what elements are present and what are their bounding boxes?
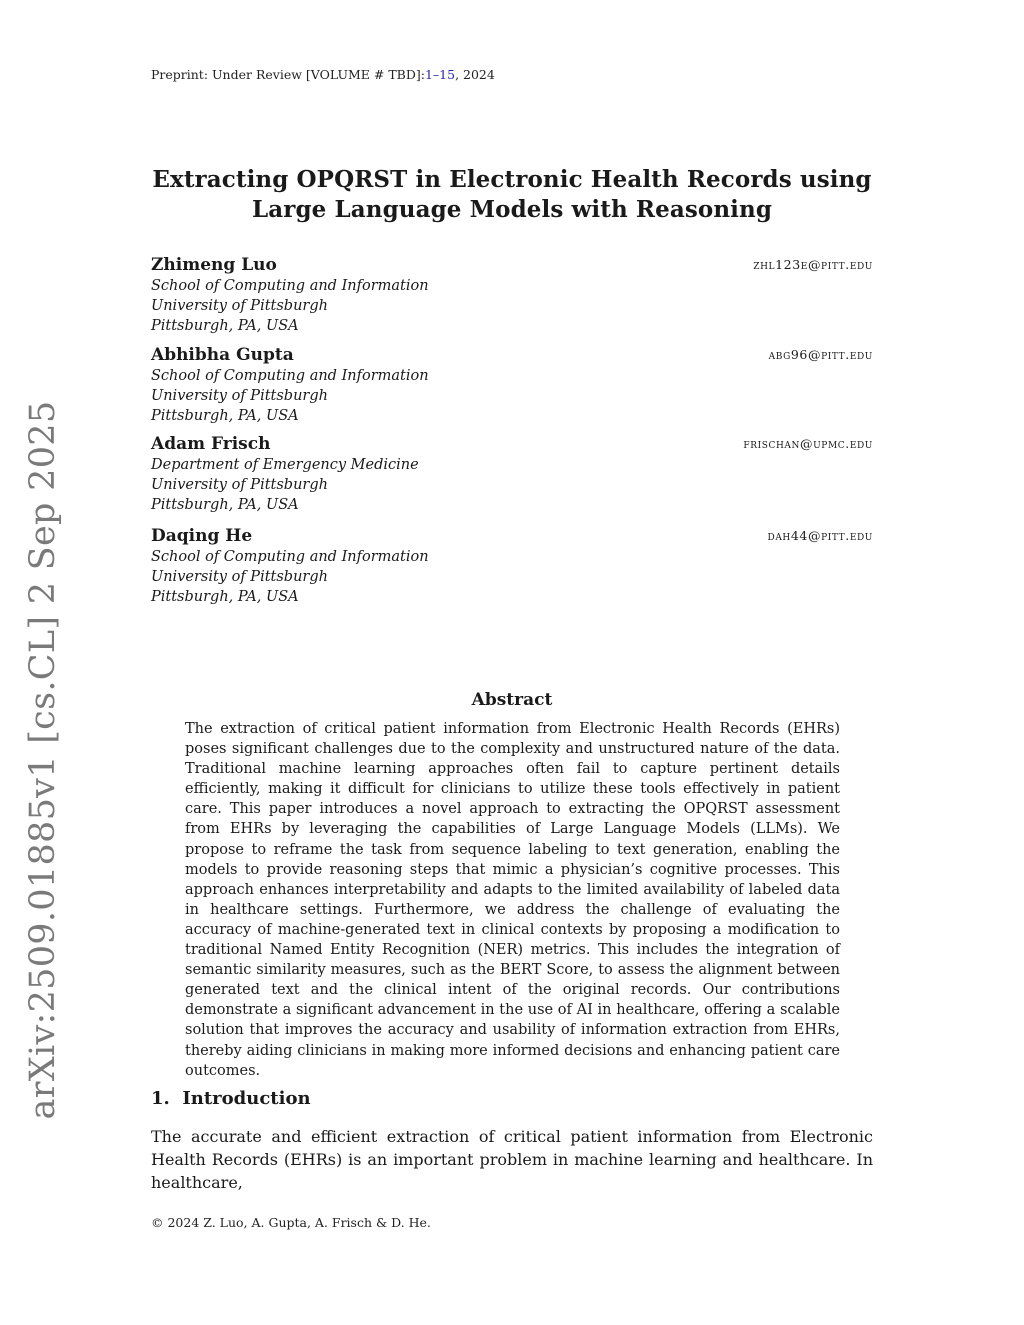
author-affiliation-line: Department of Emergency Medicine: [151, 457, 419, 473]
section-heading: [151, 1088, 311, 1109]
author-affiliation-line: School of Computing and Information: [151, 278, 429, 294]
author-affiliation-line: Pittsburgh, PA, USA: [151, 408, 299, 424]
paper-title: Extracting OPQRST in Electronic Health Records using Large Language Models with Reasoning: [152, 166, 872, 223]
author-name: Zhimeng Luo: [151, 255, 277, 275]
author-block: [151, 525, 873, 607]
author-affiliation-line: University of Pittsburgh: [151, 477, 328, 493]
author-affiliation-line: School of Computing and Information: [151, 368, 429, 384]
author-name: Adam Frisch: [151, 434, 271, 454]
running-header: [151, 67, 495, 82]
author-email: zhl123e@pitt.edu: [753, 257, 873, 272]
abstract-heading: Abstract: [471, 690, 553, 710]
author-affiliation-line: University of Pittsburgh: [151, 298, 328, 314]
author-affiliation-line: Pittsburgh, PA, USA: [151, 589, 299, 605]
author-affiliation-line: University of Pittsburgh: [151, 569, 328, 585]
author-affiliation-line: School of Computing and Information: [151, 549, 429, 565]
header-suffix: , 2024: [455, 67, 495, 82]
section-title: Introduction: [182, 1088, 311, 1109]
arxiv-identifier-stamp: arXiv:2509.01885v1 [cs.CL] 2 Sep 2025: [23, 400, 63, 1120]
author-name: Abhibha Gupta: [151, 345, 294, 365]
author-block: [151, 433, 873, 515]
author-block: [151, 344, 873, 426]
header-prefix: Preprint: Under Review [VOLUME # TBD]:: [151, 67, 425, 82]
copyright-footer: © 2024 Z. Luo, A. Gupta, A. Frisch & D. He.: [151, 1215, 431, 1230]
author-email: frischan@upmc.edu: [743, 436, 873, 451]
introduction-text: The accurate and efficient extraction of critical patient information from Electronic Health Records (EHRs) is an important problem in machine learning and healthcare. In healthcare,: [151, 1127, 873, 1192]
author-affiliation-line: Pittsburgh, PA, USA: [151, 497, 299, 513]
author-block: [151, 254, 873, 336]
author-name: Daqing He: [151, 526, 253, 546]
author-email: dah44@pitt.edu: [767, 528, 873, 543]
section-number: 1.: [151, 1088, 170, 1109]
author-email: abg96@pitt.edu: [768, 347, 873, 362]
author-affiliation-line: University of Pittsburgh: [151, 388, 328, 404]
author-affiliation-line: Pittsburgh, PA, USA: [151, 318, 299, 334]
header-pages-link[interactable]: 1–15: [424, 67, 456, 82]
abstract-text: The extraction of critical patient information from Electronic Health Records (EHRs) poses significant challenges due to the complexity and unstructured nature of the data. Traditional machine learning approaches often fail to capture pertinent details efficiently, making it difficult for clinicians to utilize these tools effectively in patient care. This paper introduces a novel approach to extracting the OPQRST assessment from EHRs by leveraging the capabilities of Large Language Models (LLMs). We propose to reframe the task from sequence labeling to text generation, enabling the models to provide reasoning steps that mimic a physician’s cognitive processes. This approach enhances interpretability and adapts to the limited availability of labeled data in healthcare settings. Furthermore, we address the challenge of evaluating the accuracy of machine-generated text in clinical contexts by proposing a modification to traditional Named Entity Recognition (NER) metrics. This includes the integration of semantic similarity measures, such as the BERT Score, to assess the alignment between generated text and the clinical intent of the original records. Our contributions demonstrate a significant advancement in the use of AI in healthcare, offering a scalable solution that improves the accuracy and usability of information extraction from EHRs, thereby aiding clinicians in making more informed decisions and enhancing patient care outcomes.: [185, 721, 840, 1079]
